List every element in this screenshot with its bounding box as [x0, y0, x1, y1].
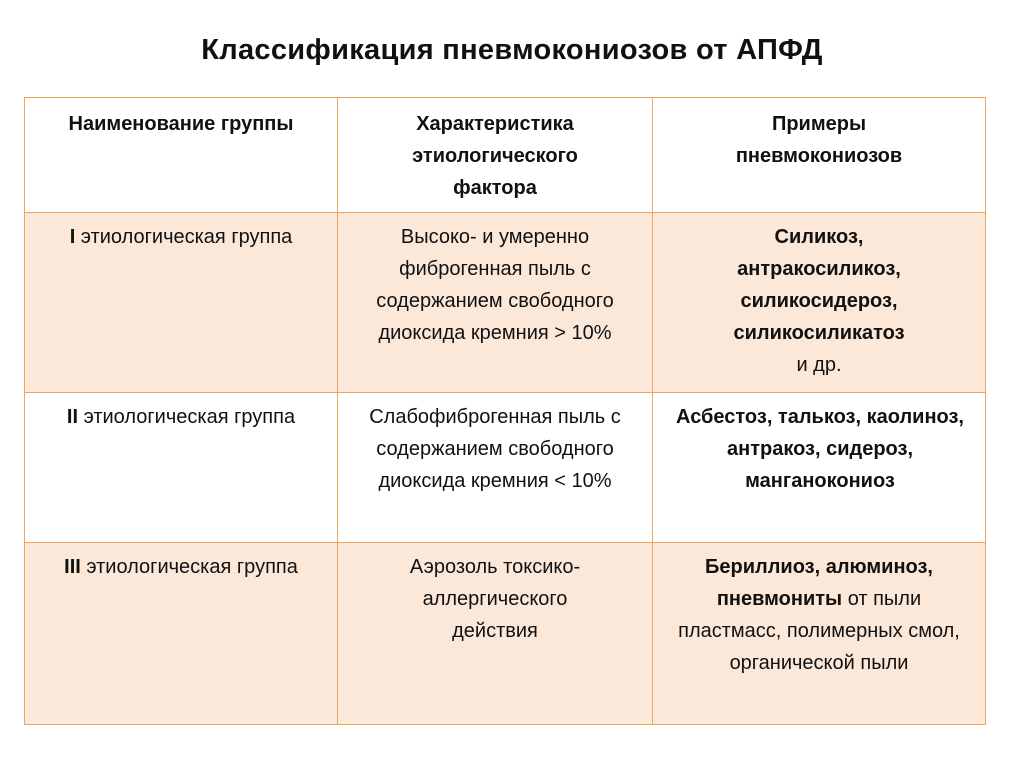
table-row [25, 543, 986, 725]
classification-table [24, 97, 986, 725]
cell-group-name [25, 543, 338, 725]
group-numeral: III [64, 556, 81, 578]
group-numeral: II [66, 406, 79, 428]
column-header-examples-text: Примеры пневмокониозов [735, 113, 903, 167]
examples-bold: Бериллиоз, алюминоз, пневмониты [705, 556, 933, 610]
examples-text [707, 221, 932, 381]
cell-factor [338, 213, 653, 393]
cell-examples [653, 543, 986, 725]
group-label: этиологическая группа [75, 226, 293, 248]
examples-text [669, 551, 969, 679]
cell-factor [338, 393, 653, 543]
column-header-factor [338, 98, 653, 213]
cell-examples [653, 213, 986, 393]
examples-bold: Силикоз, антракосиликоз, силикосидероз, силикосиликатоз [733, 226, 905, 344]
cell-group-name [25, 393, 338, 543]
group-label: этиологическая группа [80, 556, 298, 578]
cell-examples [653, 393, 986, 543]
column-header-group-name: Наименование группы [25, 98, 338, 213]
factor-text: Высоко- и умеренно фиброгенная пыль с содержанием свободного диоксида кремния > 10% [376, 226, 614, 344]
examples-rest: и др. [796, 354, 842, 376]
column-header-examples [653, 98, 986, 213]
group-name-text [61, 551, 301, 583]
factor-text: Слабофиброгенная пыль с содержанием свободного диоксида кремния < 10% [369, 406, 621, 492]
cell-group-name [25, 213, 338, 393]
cell-factor [338, 543, 653, 725]
table-row [25, 393, 986, 543]
factor-text: Аэрозоль токсико-аллергического действия [409, 556, 581, 642]
slide-title: Классификация пневмокониозов от АПФД [201, 34, 823, 66]
examples-rest: от пыли пластмасс, полимерных смол, органической пыли [678, 588, 960, 674]
group-label: этиологическая группа [78, 406, 296, 428]
table-header-row [25, 98, 986, 213]
group-name-text [66, 401, 296, 433]
column-header-factor-text: Характеристика этиологического фактора [412, 113, 578, 199]
table-row [25, 213, 986, 393]
examples-bold: Асбестоз, талькоз, каолиноз, антракоз, сидероз, манганокониоз [676, 406, 964, 492]
group-numeral: I [69, 226, 76, 248]
examples-text [659, 401, 981, 497]
